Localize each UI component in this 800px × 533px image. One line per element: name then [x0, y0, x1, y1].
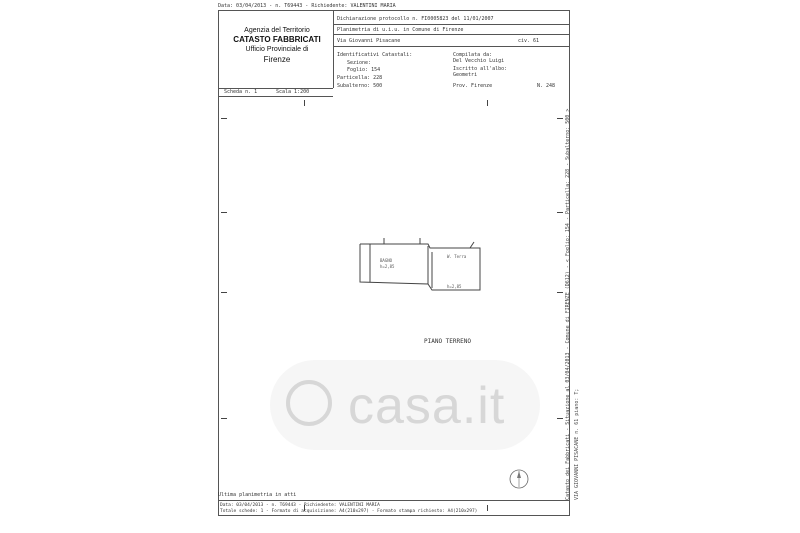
margin-tick: [487, 505, 488, 511]
footer-format-line: Totale schede: 1 - Formato di acquisizione: A4(210x297) - Formato stampa richiesto: A4(210x297): [220, 509, 478, 514]
compilata-name: Del Vecchio Luigi: [453, 58, 505, 64]
watermark-text: casa.it: [348, 377, 506, 435]
margin-tick: [221, 118, 227, 119]
house-icon: [286, 380, 332, 426]
footer-request-line: Data: 03/04/2013 - n. T69443 - Richiedente: VALENTINI MARIA: [220, 503, 380, 508]
floor-caption: PIANO TERRENO: [424, 338, 471, 345]
particella-label: Particella: 228: [337, 75, 383, 81]
top-strip-text: Data: 03/04/2013 - n. T69443 - Richiedente: VALENTINI MARIA: [218, 3, 396, 9]
sezione-label: Sezione:: [347, 60, 372, 66]
side-stamp-address: VIA GIOVANNI PISACANE n. 61 piano: T;: [574, 388, 580, 500]
ufficio-label: Ufficio Provinciale di: [245, 46, 309, 53]
civic-number: civ. 61: [518, 38, 540, 44]
scheda-line-bottom: [218, 96, 333, 97]
room-height-1: h=2,85: [380, 264, 395, 269]
margin-tick: [557, 118, 563, 119]
margin-tick: [304, 100, 305, 106]
floor-plan-drawing: [340, 232, 500, 302]
address-line: Via Giovanni Pisacane: [337, 38, 401, 44]
compilata-label: Compilata da:: [453, 52, 493, 58]
margin-tick: [221, 292, 227, 293]
header-row-line-1: [333, 24, 570, 25]
province-label: Prov. Firenze: [453, 83, 493, 89]
side-stamp-text: Catasto dei Fabbricati - Situazione al 03/04/2013 - Comune di FIRENZE (D612) - < Foglio: 154 - Particella: 228 - Subalterno: 500 >: [565, 108, 571, 500]
margin-tick: [221, 418, 227, 419]
footer-divider: [218, 500, 570, 501]
iscritto-label: Iscritto all'albo:: [453, 66, 508, 72]
room-label-1: BAGNO: [380, 258, 393, 263]
margin-tick: [557, 212, 563, 213]
ident-label: Identificativi Catastali:: [337, 52, 413, 58]
margin-tick: [221, 212, 227, 213]
header-row-line-2: [333, 34, 570, 35]
scale-label: Scala 1:200: [276, 89, 310, 95]
subalterno-label: Subalterno: 500: [337, 83, 383, 89]
header-divider: [333, 10, 334, 88]
agency-block: [222, 26, 332, 65]
planimetria-line: Planimetria di u.i.u. in Comune di Firenze: [337, 27, 464, 33]
scheda-label: Scheda n. 1: [224, 89, 258, 95]
foglio-label: Foglio: 154: [347, 67, 381, 73]
city-label: Firenze: [263, 55, 291, 64]
room-height-2: h=2,85: [447, 284, 462, 289]
margin-tick: [557, 418, 563, 419]
room-label-2: W. Terra: [447, 254, 467, 259]
registration-number: N. 248: [537, 83, 556, 89]
catasto-title: CATASTO FABBRICATI: [233, 35, 321, 44]
margin-tick: [557, 292, 563, 293]
margin-tick: [487, 100, 488, 106]
north-arrow-icon: [508, 468, 530, 490]
footer-last-plan: Ultima planimetria in atti: [218, 492, 297, 498]
header-row-line-3: [333, 46, 570, 47]
agency-name: Agenzia del Territorio: [244, 27, 310, 34]
iscritto-value: Geometri: [453, 72, 478, 78]
protocol-line: Dichiarazione protocollo n. FI0005823 del 11/01/2007: [337, 16, 494, 22]
